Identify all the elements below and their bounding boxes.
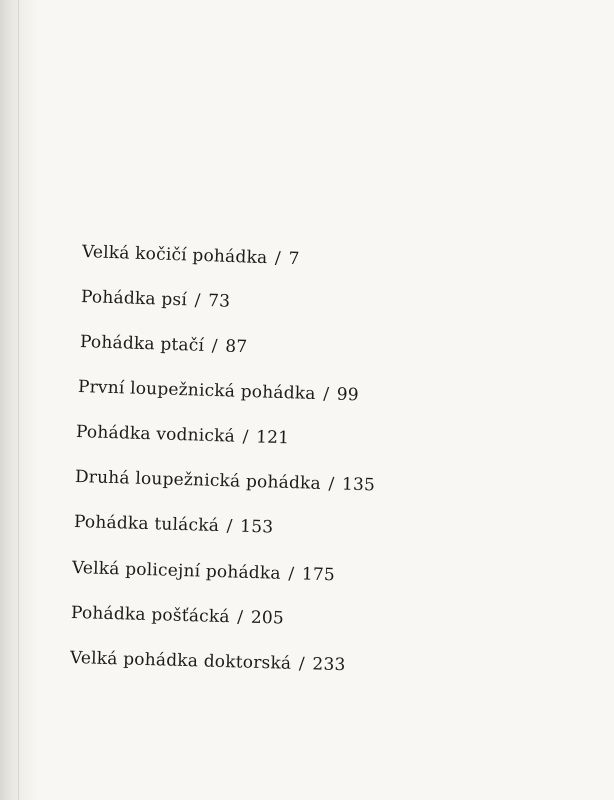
toc-entry-separator: / [328,474,335,495]
toc-entry [72,558,335,585]
toc-entry-separator: / [237,607,244,628]
toc-entry-title: Pohádka tulácká [73,512,220,537]
toc-entry [80,332,248,357]
toc-entry-page-number: 73 [207,291,231,312]
toc-entry [78,377,359,405]
toc-entry-page-number: 121 [255,427,290,449]
toc-entry [82,242,300,269]
toc-entry-separator: / [242,426,249,448]
toc-entry-title: Pohádka ptačí [79,332,205,356]
toc-entry-title: Velká pohádka doktorská [69,648,292,674]
toc-entry [71,603,284,629]
toc-entry-page-number: 233 [312,654,346,676]
toc-entry-title: Pohádka psí [80,287,188,311]
toc-entry [74,512,274,538]
toc-entry [81,287,231,312]
toc-entry-separator: / [226,516,233,537]
toc-entry-separator: / [298,653,306,675]
toc-entry-page-number: 135 [341,474,376,496]
toc-entry-page-number: 153 [239,516,274,538]
toc-entry-separator: / [274,248,282,269]
toc-entry-page-number: 87 [224,336,248,358]
toc-entry [75,467,376,495]
toc-entry [70,648,346,675]
toc-entry-separator: / [288,564,295,585]
toc-entry-page-number: 99 [336,384,360,406]
toc-entry-title: Velká kočičí pohádka [81,242,268,269]
toc-entry-separator: / [194,290,201,311]
toc-entry-title: Velká policejní pohádka [71,558,282,584]
toc-entry-page-number: 205 [250,607,285,629]
toc-entry-page-number: 175 [301,564,336,586]
toc-entry-separator: / [322,384,330,405]
toc-entry-separator: / [211,336,218,357]
toc-entry-title: Pohádka pošťácká [70,603,230,628]
toc-entry-title: Pohádka vodnická [75,422,236,447]
toc-entry-title: První loupežnická pohádka [77,377,316,405]
toc-entry-page-number: 7 [288,248,300,270]
toc-entry-title: Druhá loupežnická pohádka [74,467,322,494]
toc-entry [76,422,290,448]
